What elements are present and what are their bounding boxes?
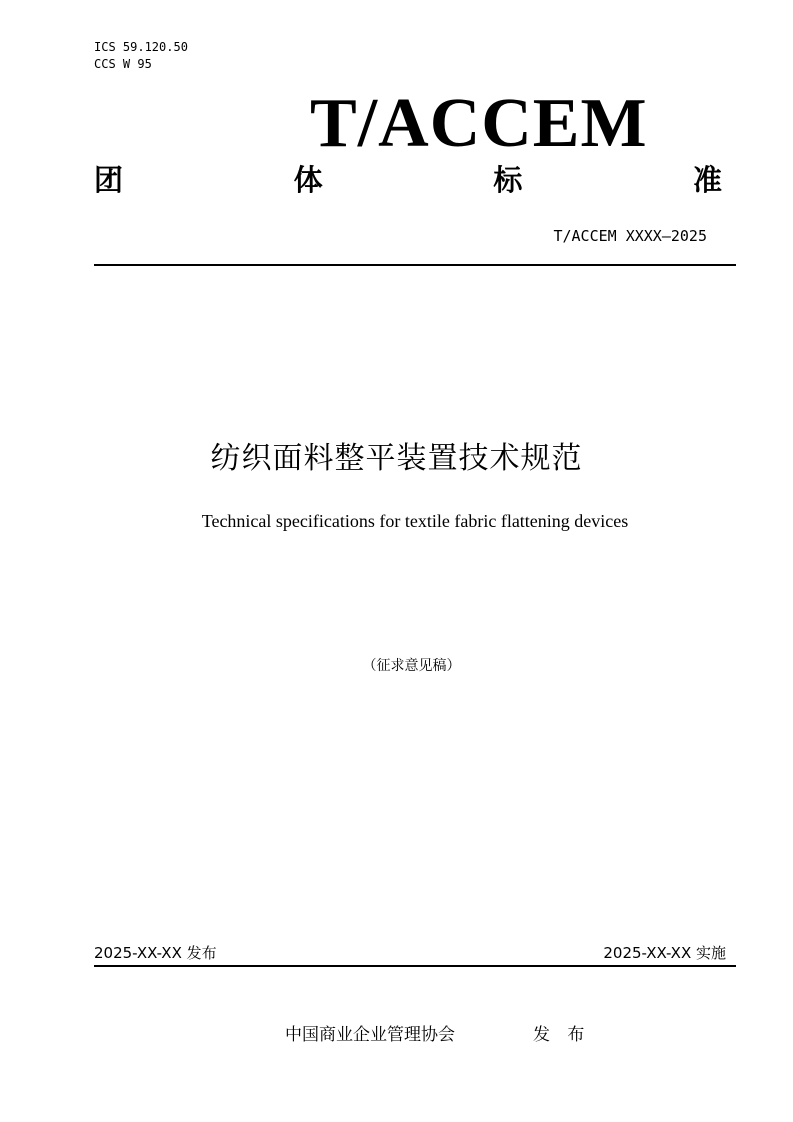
classification-codes — [94, 39, 188, 73]
standard-type-char: 准 — [692, 163, 722, 197]
standard-type-char: 团 — [94, 163, 124, 197]
header-divider — [94, 264, 736, 266]
publish-date: 2025-XX-XX 发布 — [94, 944, 217, 962]
footer-divider — [94, 965, 736, 967]
document-title-english: Technical specifications for textile fabric flattening devices — [201, 511, 629, 531]
implement-date: 2025-XX-XX 实施 — [603, 944, 726, 962]
date-row — [94, 943, 726, 963]
ics-code: ICS 59.120.50 — [94, 40, 188, 54]
standard-number: T/ACCEM XXXX—2025 — [553, 227, 707, 245]
standard-logo: T/ACCEM — [310, 85, 648, 162]
issuing-organization: 中国商业企业管理协会 — [285, 1025, 455, 1045]
issuer-row — [285, 1024, 590, 1046]
publish-label: 发 布 — [533, 1025, 591, 1045]
standard-type-char: 标 — [493, 163, 523, 197]
ccs-code: CCS W 95 — [94, 57, 152, 71]
standard-type-heading — [94, 160, 722, 200]
document-title-chinese: 纺织面料整平装置技术规范 — [210, 441, 583, 476]
draft-status-note: （征求意见稿） — [362, 658, 461, 674]
standard-type-char: 体 — [293, 163, 323, 197]
